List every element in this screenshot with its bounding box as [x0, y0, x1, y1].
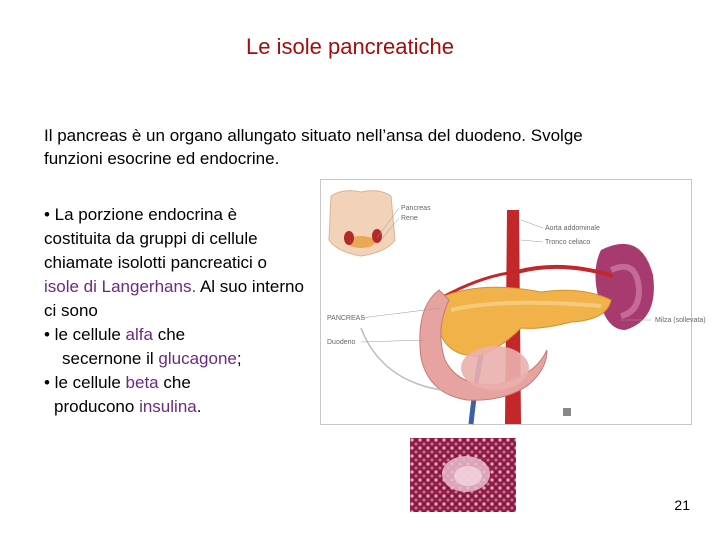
- pancreas-anatomy-illustration: [320, 179, 706, 425]
- insulina-text: producono: [54, 397, 140, 416]
- intro-text: Il pancreas è un organo allungato situato nell’ansa del duodeno. Svolge funzioni esocrine ed endocrine.: [44, 126, 583, 168]
- label-rene: Rene: [401, 215, 418, 222]
- alfa-text: • le cellule: [44, 325, 126, 344]
- label-aorta: Aorta addominale: [545, 225, 600, 232]
- label-milza: Milza (sollevata): [655, 317, 706, 324]
- torso-inset: [329, 191, 395, 256]
- insulina-text-end: .: [196, 397, 202, 416]
- pancreas-shape: [439, 287, 611, 356]
- beta-highlight: beta: [125, 373, 159, 392]
- copyright-mark: [563, 408, 571, 416]
- glucagone-text-end: ;: [236, 349, 242, 368]
- beta-bullet: [44, 371, 306, 395]
- langerhans-highlight: isole di Langerhans.: [44, 277, 197, 296]
- beta-text-end: che: [158, 373, 191, 392]
- slide-title: Le isole pancreatiche: [246, 34, 454, 59]
- beta-bullet-line2: [44, 395, 306, 419]
- label-duodeno: Duodeno: [327, 339, 356, 346]
- beta-text: • le cellule: [44, 373, 126, 392]
- page-number: 21: [674, 497, 690, 513]
- glucagone-text: secernone il: [62, 349, 159, 368]
- endocrine-paragraph: [44, 203, 306, 323]
- alfa-bullet-line2: [44, 347, 306, 371]
- label-pancreas-main: PANCREAS: [327, 315, 365, 322]
- alfa-highlight: alfa: [125, 325, 153, 344]
- body-text: [44, 203, 306, 419]
- glucagone-highlight: glucagone: [158, 349, 237, 368]
- label-pancreas-small: Pancreas: [401, 205, 431, 212]
- alfa-text-end: che: [152, 325, 186, 344]
- islet-micrograph: [410, 438, 516, 512]
- label-tronco: Tronco celiaco: [545, 239, 591, 246]
- endocrine-text: • La porzione endocrina è costituita da gruppi di cellule chiamate isolotti pancreatici o: [44, 205, 268, 272]
- alfa-bullet: [44, 323, 306, 347]
- insulina-highlight: insulina: [139, 397, 197, 416]
- endocrine-text-end: Al suo interno ci sono: [44, 277, 304, 320]
